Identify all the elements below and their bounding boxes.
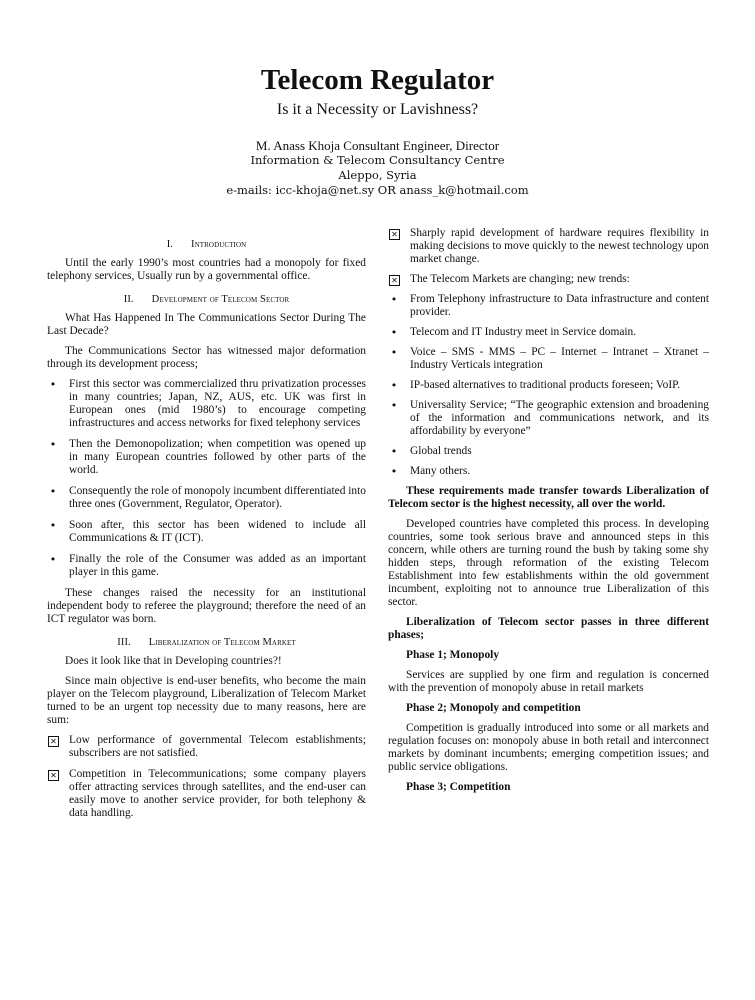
author-city: Aleppo, Syria [338, 168, 417, 182]
bullet-icon [388, 465, 400, 479]
section-heading-liberalization: III. Liberalization of Telecom Market [117, 637, 296, 648]
paragraph: These changes raised the necessity for an institutional independent body to referee the playground; therefore the need of an ICT regulator was born. [47, 587, 366, 625]
list-item: • Then the Demonopolization; when competition was opened up in many European countries followed by other parts of the world. [47, 438, 366, 477]
list-item: ✕ Low performance of governmental Telecom establishments; subscribers are not satisfied. [47, 734, 366, 760]
bold-paragraph: Liberalization of Telecom sector passes in three different phases; [388, 616, 709, 641]
bullet-list [388, 293, 709, 478]
bullet-icon [47, 553, 59, 567]
bullet-icon [388, 346, 400, 360]
list-item: ✕ The Telecom Markets are changing; new trends: [388, 273, 709, 286]
author-name: M. Anass Khoja Consultant Engineer, Director [255, 138, 500, 153]
list-item: • Many others. [388, 465, 709, 478]
phase-heading: Phase 3; Competition [406, 781, 511, 793]
bullet-icon [388, 293, 400, 307]
bullet-icon [47, 438, 59, 452]
paragraph: What Has Happened In The Communications Sector During The Last Decade? [47, 312, 366, 337]
bullet-icon [47, 519, 59, 533]
paragraph: Does it look like that in Developing countries?! [65, 655, 282, 667]
author-block [0, 138, 755, 198]
left-column [47, 228, 366, 828]
list-item: • Global trends [388, 445, 709, 458]
right-column [388, 227, 709, 801]
list-item: • From Telephony infrastructure to Data infrastructure and content provider. [388, 293, 709, 319]
paragraph: The Communications Sector has witnessed major deformation through its development process; [47, 345, 366, 370]
list-item: • Voice – SMS - MMS – PC – Internet – Intranet – Xtranet – Industry Verticals integration [388, 346, 709, 372]
paragraph: Since main objective is end-user benefits, who become the main player on the Telecom playground, Liberalization of Telecom Market turned to be an urgent top necessity due to many reasons, here are sum: [47, 675, 366, 726]
bullet-icon [47, 378, 59, 392]
list-item: • First this sector was commercialized thru privatization processes in many countries; Japan, NZ, AUS, etc. UK was first in European ones (mid 1980’s) to encourage competing infrastructures and access networks for fixed telephony services [47, 378, 366, 430]
paragraph: Services are supplied by one firm and regulation is concerned with the prevention of monopoly abuse in retail markets [388, 669, 709, 694]
bullet-icon [388, 399, 400, 413]
list-item: • Finally the role of the Consumer was added as an important player in this game. [47, 553, 366, 579]
list-item: • Soon after, this sector has been widened to include all Communications & IT (ICT). [47, 519, 366, 545]
bullet-icon [388, 379, 400, 393]
list-item: ✕ Sharply rapid development of hardware requires flexibility in making decisions to move quickly to the newest technology upon market change. [388, 227, 709, 266]
checked-box-icon [48, 736, 59, 747]
section-heading-introduction: I. Introduction [166, 239, 247, 250]
list-item: • Telecom and IT Industry meet in Service domain. [388, 326, 709, 339]
phase-heading: Phase 1; Monopoly [406, 649, 500, 661]
paper-header [0, 62, 755, 198]
paragraph: Developed countries have completed this process. In developing countries, some took serious brave and announced steps in this concern, while others are turning round the bush by taking some shy hidden steps, through reformation of the existing Telecom Establishment into few establishments within the old government incumbent, exploiting not to announce true Liberalization of this sector. [388, 518, 709, 608]
bold-paragraph: These requirements made transfer towards Liberalization of Telecom sector is the highest necessity, all over the world. [388, 485, 709, 510]
list-item: • Consequently the role of monopoly incumbent differentiated into three ones (Government, Regulator, Operator). [47, 485, 366, 511]
list-item: • Universality Service; “The geographic extension and broadening of the information and communications network, and its affordability by everyone” [388, 399, 709, 438]
paper-title: Telecom Regulator [260, 64, 495, 96]
checkbox-list [47, 734, 366, 820]
list-item: ✕ Competition in Telecommunications; some company players offer attracting services through satellites, and the end-user can easily move to another service provider, for both telephony & data handling. [47, 768, 366, 820]
bullet-icon [47, 485, 59, 499]
bullet-list [47, 378, 366, 579]
bullet-icon [388, 326, 400, 340]
checked-box-icon [389, 229, 400, 240]
author-org: Information & Telecom Consultancy Centre [250, 153, 505, 167]
section-heading-development: II. Development of Telecom Sector [123, 294, 290, 305]
phase-heading: Phase 2; Monopoly and competition [406, 702, 581, 714]
intro-paragraph: Until the early 1990’s most countries had a monopoly for fixed telephony services, Usually run by a governmental office. [47, 257, 366, 282]
checkbox-list [388, 227, 709, 286]
paper-subtitle: Is it a Necessity or Lavishness? [276, 101, 479, 118]
checked-box-icon [48, 770, 59, 781]
paragraph: Competition is gradually introduced into some or all markets and regulation focuses on: monopoly abuse in both retail and interconnect markets by dominant incumbents; emerging competition issues; and public service obligations. [388, 722, 709, 773]
bullet-icon [388, 445, 400, 459]
author-emails: e-mails: icc-khoja@net.sy OR anass_k@hotmail.com [226, 183, 529, 197]
checked-box-icon [389, 275, 400, 286]
list-item: • IP-based alternatives to traditional products foreseen; VoIP. [388, 379, 709, 392]
